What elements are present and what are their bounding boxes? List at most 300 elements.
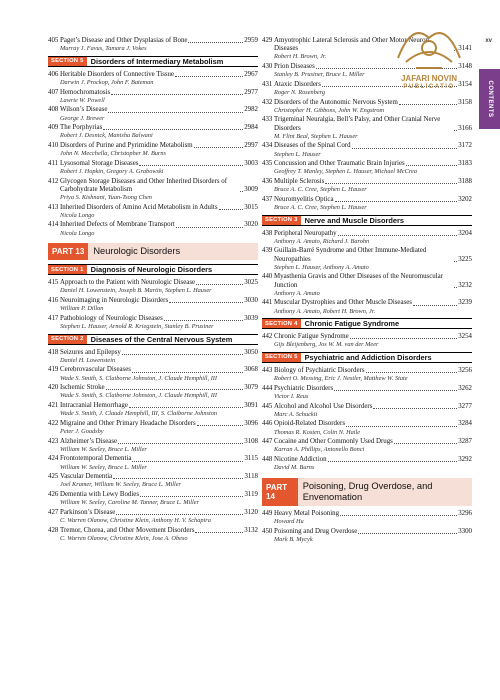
chapter-authors: Anthony A. Amato <box>274 289 320 297</box>
chapter-page: 3079 <box>244 384 258 392</box>
toc-entry[interactable] <box>262 333 472 349</box>
section-label <box>48 265 87 274</box>
leader-dots <box>197 425 244 426</box>
chapter-number: 450 <box>262 527 273 535</box>
chapter-title: Inherited Defects of Membrane Transport <box>60 221 175 229</box>
chapter-title: Disorders of the Autonomic Nervous System <box>274 98 398 106</box>
chapter-authors: Darwin J. Prockop, John F. Bateman <box>60 79 154 86</box>
chapter-title: Alzheimer’s Disease <box>60 437 118 445</box>
chapter-title-line <box>274 99 472 107</box>
chapter-title-line <box>60 349 258 357</box>
toc-entry[interactable] <box>48 124 258 140</box>
chapter-title-line <box>60 221 258 229</box>
chapter-number: 436 <box>262 177 273 185</box>
chapter-page: 3158 <box>458 98 472 106</box>
chapter-authors: Robert J. Desnick, Manisha Balwani <box>60 132 153 140</box>
chapter-number: 414 <box>48 221 59 229</box>
chapter-page: 3262 <box>458 384 472 392</box>
section-number: 5 <box>294 354 298 361</box>
chapter-title-line <box>60 71 258 79</box>
toc-entry[interactable] <box>262 116 472 140</box>
leader-dots <box>406 165 458 166</box>
chapter-number: 409 <box>48 124 59 132</box>
chapter-number: 415 <box>48 279 59 287</box>
chapter-title: Chronic Fatigue Syndrome <box>274 333 349 341</box>
toc-entry[interactable] <box>48 279 258 295</box>
toc-entry[interactable] <box>48 473 258 489</box>
chapter-number: 412 <box>48 177 59 185</box>
chapter-page: 3256 <box>458 366 472 374</box>
leader-dots <box>352 148 458 149</box>
page-number: xv <box>485 38 492 44</box>
toc-entry[interactable] <box>262 196 472 212</box>
chapter-page: 3068 <box>244 366 258 374</box>
toc-entry[interactable] <box>48 491 258 507</box>
leader-dots <box>176 227 243 228</box>
leader-dots <box>169 302 243 303</box>
section-title: Diagnosis of Neurologic Disorders <box>90 265 213 275</box>
watermark-ornament-icon <box>392 18 466 74</box>
leader-dots <box>358 533 457 534</box>
chapter-authors: C. Warren Olanow, Christine Klein, Jose A. Obeso <box>60 534 188 542</box>
chapter-page: 3204 <box>458 229 472 237</box>
toc-entry[interactable] <box>262 385 472 401</box>
section-heading[interactable] <box>262 352 472 363</box>
toc-entry[interactable] <box>262 456 472 472</box>
chapter-page: 3166 <box>458 124 472 132</box>
toc-entry[interactable] <box>48 160 258 176</box>
leader-dots <box>194 147 244 148</box>
chapter-number: 444 <box>262 384 273 392</box>
publisher-watermark-logo <box>392 18 466 98</box>
toc-entry[interactable] <box>48 204 258 220</box>
toc-entry[interactable] <box>48 221 258 237</box>
chapter-title: Biology of Psychiatric Disorders <box>274 366 365 374</box>
chapter-number: 442 <box>262 333 273 341</box>
chapter-title: Diseases of the Spinal Cord <box>274 142 351 150</box>
section-title: Psychiatric and Addiction Disorders <box>304 352 432 362</box>
toc-entry[interactable] <box>48 142 258 158</box>
chapter-page: 3183 <box>458 160 472 168</box>
chapter-authors: Anthony A. Amato, Richard J. Barohn <box>274 237 370 245</box>
chapter-title-line <box>274 333 472 341</box>
chapter-title: Lysosomal Storage Diseases <box>60 159 139 167</box>
chapter-number: 426 <box>48 490 59 498</box>
chapter-title-line <box>274 438 472 446</box>
chapter-page: 3202 <box>458 195 472 203</box>
chapter-number: 406 <box>48 70 59 78</box>
leader-dots <box>454 261 457 262</box>
contents-side-tab[interactable] <box>479 69 500 129</box>
part-heading[interactable] <box>262 478 472 506</box>
toc-entry[interactable] <box>48 349 258 365</box>
leader-dots <box>139 165 243 166</box>
chapter-title-line <box>60 297 258 305</box>
chapter-page: 3015 <box>244 203 258 211</box>
leader-dots <box>340 515 457 516</box>
chapter-title-line <box>60 160 258 168</box>
chapter-title: Alcohol and Alcohol Use Disorders <box>274 402 373 410</box>
toc-entry[interactable] <box>48 106 258 122</box>
chapter-title-line <box>274 230 472 238</box>
chapter-title-line <box>60 473 258 481</box>
chapter-title: Dementia with Lewy Bodies <box>60 490 140 498</box>
section-title: Nerve and Muscle Disorders <box>304 215 405 225</box>
chapter-authors: Robert H. Brown, Jr. <box>274 53 327 61</box>
leader-dots <box>116 514 243 515</box>
chapter-title: Disorders of Purine and Pyrimidine Metabolism <box>60 141 193 149</box>
section-word: SECTION <box>51 336 79 343</box>
chapter-title-line <box>60 438 258 446</box>
chapter-title: Multiple Sclerosis <box>274 177 325 185</box>
toc-entry[interactable] <box>262 367 472 383</box>
toc-entry[interactable] <box>262 528 472 544</box>
chapter-authors: Mark B. Mycyk <box>274 535 313 543</box>
chapter-authors: Peter J. Goadsby <box>60 427 104 435</box>
chapter-title: Nicotine Addiction <box>274 455 327 463</box>
chapter-title: Migraine and Other Primary Headache Disorders <box>60 419 196 427</box>
chapter-page: 3225 <box>458 255 472 263</box>
part-label: PART 13 <box>48 243 88 260</box>
chapter-title: Cocaine and Other Commonly Used Drugs <box>274 438 393 446</box>
toc-entry[interactable] <box>262 99 472 115</box>
leader-dots <box>413 305 457 306</box>
chapter-page: 3120 <box>244 508 258 516</box>
chapter-authors: Stephen L. Hauser <box>274 150 321 158</box>
section-heading[interactable] <box>262 215 472 226</box>
leader-dots <box>195 532 243 533</box>
chapter-page: 3020 <box>244 221 258 229</box>
chapter-title: Concussion and Other Traumatic Brain Injuries <box>274 160 405 168</box>
chapter-title-line <box>274 456 472 464</box>
chapter-number: 416 <box>48 296 59 304</box>
chapter-title: The Porphyrias <box>60 124 103 132</box>
chapter-number: 445 <box>262 402 273 410</box>
toc-entry[interactable] <box>48 402 258 418</box>
toc-entry[interactable] <box>48 178 258 202</box>
chapter-number: 419 <box>48 366 59 374</box>
chapter-authors: Howard Hu <box>274 517 304 525</box>
section-heading[interactable] <box>48 56 258 67</box>
section-label <box>48 335 87 344</box>
chapter-authors: Stephen L. Hauser, Anthony A. Amato <box>274 263 369 271</box>
chapter-authors: Wade S. Smith, S. Claiborne Johnston, J. Claude Hemphill, III <box>60 374 217 382</box>
watermark-line1: JAFARI NOVIN <box>400 74 457 83</box>
chapter-page: 3296 <box>458 509 472 517</box>
toc-entry[interactable] <box>262 247 472 271</box>
leader-dots <box>132 372 243 373</box>
chapter-title-line <box>274 247 472 263</box>
chapter-title: Wilson’s Disease <box>60 106 108 114</box>
toc-entry[interactable] <box>48 527 258 543</box>
toc-entry[interactable] <box>262 178 472 194</box>
leader-dots <box>111 94 243 95</box>
chapter-title-line <box>60 37 258 45</box>
chapter-number: 435 <box>262 160 273 168</box>
chapter-authors: Priya S. Kishnani, Yuan-Tsong Chen <box>60 193 152 201</box>
chapter-page: 2959 <box>244 37 258 44</box>
chapter-page: 3132 <box>244 526 258 534</box>
chapter-title: Ischemic Stroke <box>60 384 105 392</box>
chapter-title: Neuromyelitis Optica <box>274 195 334 203</box>
chapter-page: 2982 <box>244 106 258 114</box>
chapter-authors: Daniel H. Lowenstein <box>60 356 116 364</box>
toc-entry[interactable] <box>262 273 472 297</box>
chapter-title-line <box>60 106 258 114</box>
toc-entry[interactable] <box>262 142 472 158</box>
toc-entry[interactable] <box>262 510 472 526</box>
section-heading[interactable] <box>48 264 258 275</box>
leader-dots <box>334 390 457 391</box>
toc-entry[interactable] <box>262 299 472 315</box>
section-heading[interactable] <box>48 334 258 345</box>
chapter-title-line <box>60 279 258 287</box>
chapter-number: 418 <box>48 348 59 356</box>
chapter-page: 3141 <box>458 45 472 53</box>
chapter-authors: Stephen L. Hauser, Arnold R. Kriegstein, Stanley B. Prusiner <box>60 322 214 330</box>
section-label <box>48 57 87 66</box>
chapter-title: Amyotrophic Lateral Sclerosis and Other Motor Neuron Diseases <box>274 37 429 53</box>
chapter-authors: Gijs Bleijenberg, Jos W. M. van der Meer <box>274 341 379 349</box>
chapter-number: 411 <box>48 159 59 167</box>
leader-dots <box>164 320 243 321</box>
leader-dots <box>103 129 243 130</box>
chapter-authors: Bruce A. C. Cree, Stephen L. Hauser <box>274 203 367 211</box>
chapter-title-line <box>60 402 258 410</box>
chapter-page: 3300 <box>458 527 472 535</box>
chapter-page: 2967 <box>244 70 258 78</box>
chapter-title-line <box>274 420 472 428</box>
chapter-number: 427 <box>48 508 59 516</box>
chapter-number: 433 <box>262 116 273 124</box>
chapter-title: Vascular Dementia <box>60 473 113 481</box>
chapter-title-line <box>60 527 258 535</box>
chapter-number: 432 <box>262 98 273 106</box>
leader-dots <box>219 209 244 210</box>
section-number: 5 <box>80 58 84 65</box>
chapter-number: 420 <box>48 384 59 392</box>
chapter-authors: Joel Kramer, William W. Seeley, Bruce L. Miller <box>60 481 181 489</box>
chapter-title-line <box>274 385 472 393</box>
chapter-title-line <box>274 273 472 289</box>
chapter-page: 3025 <box>244 279 258 287</box>
chapter-title: Pathobiology of Neurologic Diseases <box>60 314 163 322</box>
section-label <box>262 319 301 328</box>
leader-dots <box>399 104 457 105</box>
chapter-title: Guillain-Barré Syndrome and Other Immune-Mediated Neuropathies <box>274 247 427 263</box>
leader-dots <box>346 426 457 427</box>
leader-dots <box>338 235 458 236</box>
toc-entry[interactable] <box>48 315 258 331</box>
toc-entry[interactable] <box>48 71 258 87</box>
chapter-number: 407 <box>48 88 59 96</box>
chapter-title-line <box>274 367 472 375</box>
part-heading[interactable] <box>48 243 258 260</box>
chapter-authors: C. Warren Olanow, Christine Klein, Anthony H. V. Schapira <box>60 516 211 524</box>
chapter-title-line <box>60 384 258 392</box>
chapter-authors: Wade S. Smith, S. Claiborne Johnston, J. Claude Hemphill, III <box>60 392 217 400</box>
chapter-page: 3050 <box>244 348 258 356</box>
toc-entry[interactable] <box>262 420 472 436</box>
chapter-authors: Christopher H. Gibbons, John W. Engstrom <box>274 106 385 114</box>
chapter-number: 430 <box>262 63 273 70</box>
chapter-page: 3287 <box>458 438 472 446</box>
chapter-title-line <box>60 142 258 150</box>
chapter-number: 405 <box>48 37 59 44</box>
chapter-authors: Roger N. Rosenberg <box>274 89 326 96</box>
chapter-authors: William W. Seeley, Caroline M. Tanner, Bruce L. Miller <box>60 499 200 507</box>
toc-entry[interactable] <box>48 297 258 313</box>
chapter-number: 439 <box>262 247 273 255</box>
chapter-title-line <box>274 116 472 132</box>
section-number: 1 <box>80 266 84 273</box>
toc-entry[interactable] <box>48 438 258 454</box>
toc-entry[interactable] <box>48 420 258 436</box>
chapter-page: 3284 <box>458 420 472 428</box>
section-title: Chronic Fatigue Syndrome <box>304 319 400 329</box>
chapter-authors: Wade S. Smith, J. Claude Hemphill, III, S. Claiborne Johnston <box>60 410 217 418</box>
chapter-number: 431 <box>262 80 273 88</box>
chapter-title: Approach to the Patient with Neurologic Disease <box>60 279 196 287</box>
toc-entry[interactable] <box>48 509 258 525</box>
toc-entry[interactable] <box>48 366 258 382</box>
chapter-title-line <box>274 510 472 518</box>
chapter-title: Psychiatric Disorders <box>274 384 334 392</box>
chapter-number: 417 <box>48 314 59 322</box>
toc-entry[interactable] <box>262 230 472 246</box>
chapter-number: 424 <box>48 455 59 463</box>
chapter-title-line <box>60 89 258 97</box>
section-word: SECTION <box>265 354 293 361</box>
chapter-title: Glycogen Storage Diseases and Other Inherited Disorders of Carbohydrate Metabolism <box>60 177 228 193</box>
chapter-authors: William W. Seeley, Bruce L. Miller <box>60 445 147 453</box>
chapter-number: 438 <box>262 229 273 237</box>
leader-dots <box>122 354 243 355</box>
chapter-title-line <box>274 403 472 411</box>
leader-dots <box>366 372 458 373</box>
section-title: Diseases of the Central Nervous System <box>90 334 233 344</box>
leader-dots <box>328 461 458 462</box>
part-title: Poisoning, Drug Overdose, and Envenomation <box>302 480 433 502</box>
chapter-number: 428 <box>48 526 59 534</box>
leader-dots <box>335 201 458 202</box>
leader-dots <box>373 408 457 409</box>
chapter-title-line <box>274 160 472 168</box>
chapter-authors: Victor I. Reus <box>274 392 309 400</box>
chapter-authors: David M. Burns <box>274 464 315 472</box>
chapter-title: Muscular Dystrophies and Other Muscle Diseases <box>274 299 412 307</box>
leader-dots <box>325 183 457 184</box>
chapter-page: 3108 <box>244 437 258 445</box>
chapter-page: 3115 <box>244 455 258 463</box>
chapter-number: 446 <box>262 420 273 428</box>
chapter-page: 2997 <box>244 141 258 149</box>
chapter-title: Tremor, Chorea, and Other Movement Disorders <box>60 526 195 534</box>
chapter-page: 3030 <box>244 296 258 304</box>
section-word: SECTION <box>265 320 293 327</box>
section-title: Disorders of Intermediary Metabolism <box>90 56 224 66</box>
leader-dots <box>350 338 458 339</box>
chapter-title: Hemochromatosis <box>60 88 111 96</box>
chapter-page: 3277 <box>458 402 472 410</box>
chapter-page: 2977 <box>244 88 258 96</box>
chapter-page: 3009 <box>244 185 258 193</box>
chapter-number: 423 <box>48 437 59 445</box>
chapter-title: Seizures and Epilepsy <box>60 348 121 356</box>
chapter-page: 3188 <box>458 177 472 185</box>
section-word: SECTION <box>265 217 293 224</box>
part-title: Neurologic Disorders <box>93 246 181 257</box>
section-label <box>262 216 301 225</box>
chapter-title: Parkinson’s Disease <box>60 508 116 516</box>
chapter-number: 422 <box>48 419 59 427</box>
leader-dots <box>196 284 243 285</box>
side-tab-label: CONTENTS <box>486 80 493 118</box>
chapter-title-line <box>274 196 472 204</box>
chapter-page: 3254 <box>458 333 472 341</box>
chapter-title-line <box>60 420 258 428</box>
chapter-authors: Murray J. Favus, Tamara J. Vokes <box>60 45 147 53</box>
chapter-authors: Nicola Longo <box>60 229 95 237</box>
chapter-title: Cerebrovascular Diseases <box>60 366 131 374</box>
chapter-title: Heavy Metal Poisoning <box>274 509 340 517</box>
leader-dots <box>108 112 243 113</box>
chapter-number: 443 <box>262 366 273 374</box>
section-number: 3 <box>294 217 298 224</box>
chapter-authors: William P. Dillon <box>60 305 104 313</box>
chapter-title-line <box>60 491 258 499</box>
chapter-title: Inherited Disorders of Amino Acid Metabolism in Adults <box>60 203 218 211</box>
chapter-page: 3148 <box>458 63 472 70</box>
toc-entry[interactable] <box>262 160 472 176</box>
leader-dots <box>113 478 243 479</box>
chapter-authors: Anthony A. Amato, Robert H. Brown, Jr. <box>274 307 376 315</box>
chapter-authors: Lawrie W. Powell <box>60 96 105 104</box>
chapter-title-line <box>60 455 258 463</box>
chapter-page: 3232 <box>458 281 472 289</box>
leader-dots <box>175 76 243 77</box>
chapter-number: 441 <box>262 299 273 307</box>
chapter-title-line <box>60 124 258 132</box>
chapter-authors: George J. Brewer <box>60 114 105 122</box>
chapter-title: Peripheral Neuropathy <box>274 229 337 237</box>
chapter-title: Frontotemporal Dementia <box>60 455 132 463</box>
chapter-title: Ataxic Disorders <box>274 80 321 88</box>
chapter-page: 3239 <box>458 299 472 307</box>
leader-dots <box>140 496 243 497</box>
leader-dots <box>454 287 457 288</box>
chapter-number: 413 <box>48 203 59 211</box>
toc-entry[interactable] <box>48 37 258 53</box>
toc-entry[interactable] <box>48 455 258 471</box>
chapter-title: Poisoning and Drug Overdose <box>274 527 358 535</box>
chapter-number: 429 <box>262 37 273 44</box>
leader-dots <box>454 130 457 131</box>
toc-entry[interactable] <box>262 403 472 419</box>
toc-entry[interactable] <box>48 384 258 400</box>
chapter-number: 421 <box>48 401 59 409</box>
chapter-authors: Daniel H. Lowenstein, Joseph B. Martin, Stephen L. Hauser <box>60 287 212 295</box>
toc-entry[interactable] <box>48 89 258 105</box>
section-heading[interactable] <box>262 318 472 329</box>
chapter-number: 440 <box>262 273 273 281</box>
chapter-page: 3003 <box>244 159 258 167</box>
chapter-number: 447 <box>262 438 273 446</box>
toc-entry[interactable] <box>262 438 472 454</box>
chapter-title-line <box>60 509 258 517</box>
chapter-number: 408 <box>48 106 59 114</box>
chapter-page: 3039 <box>244 314 258 322</box>
